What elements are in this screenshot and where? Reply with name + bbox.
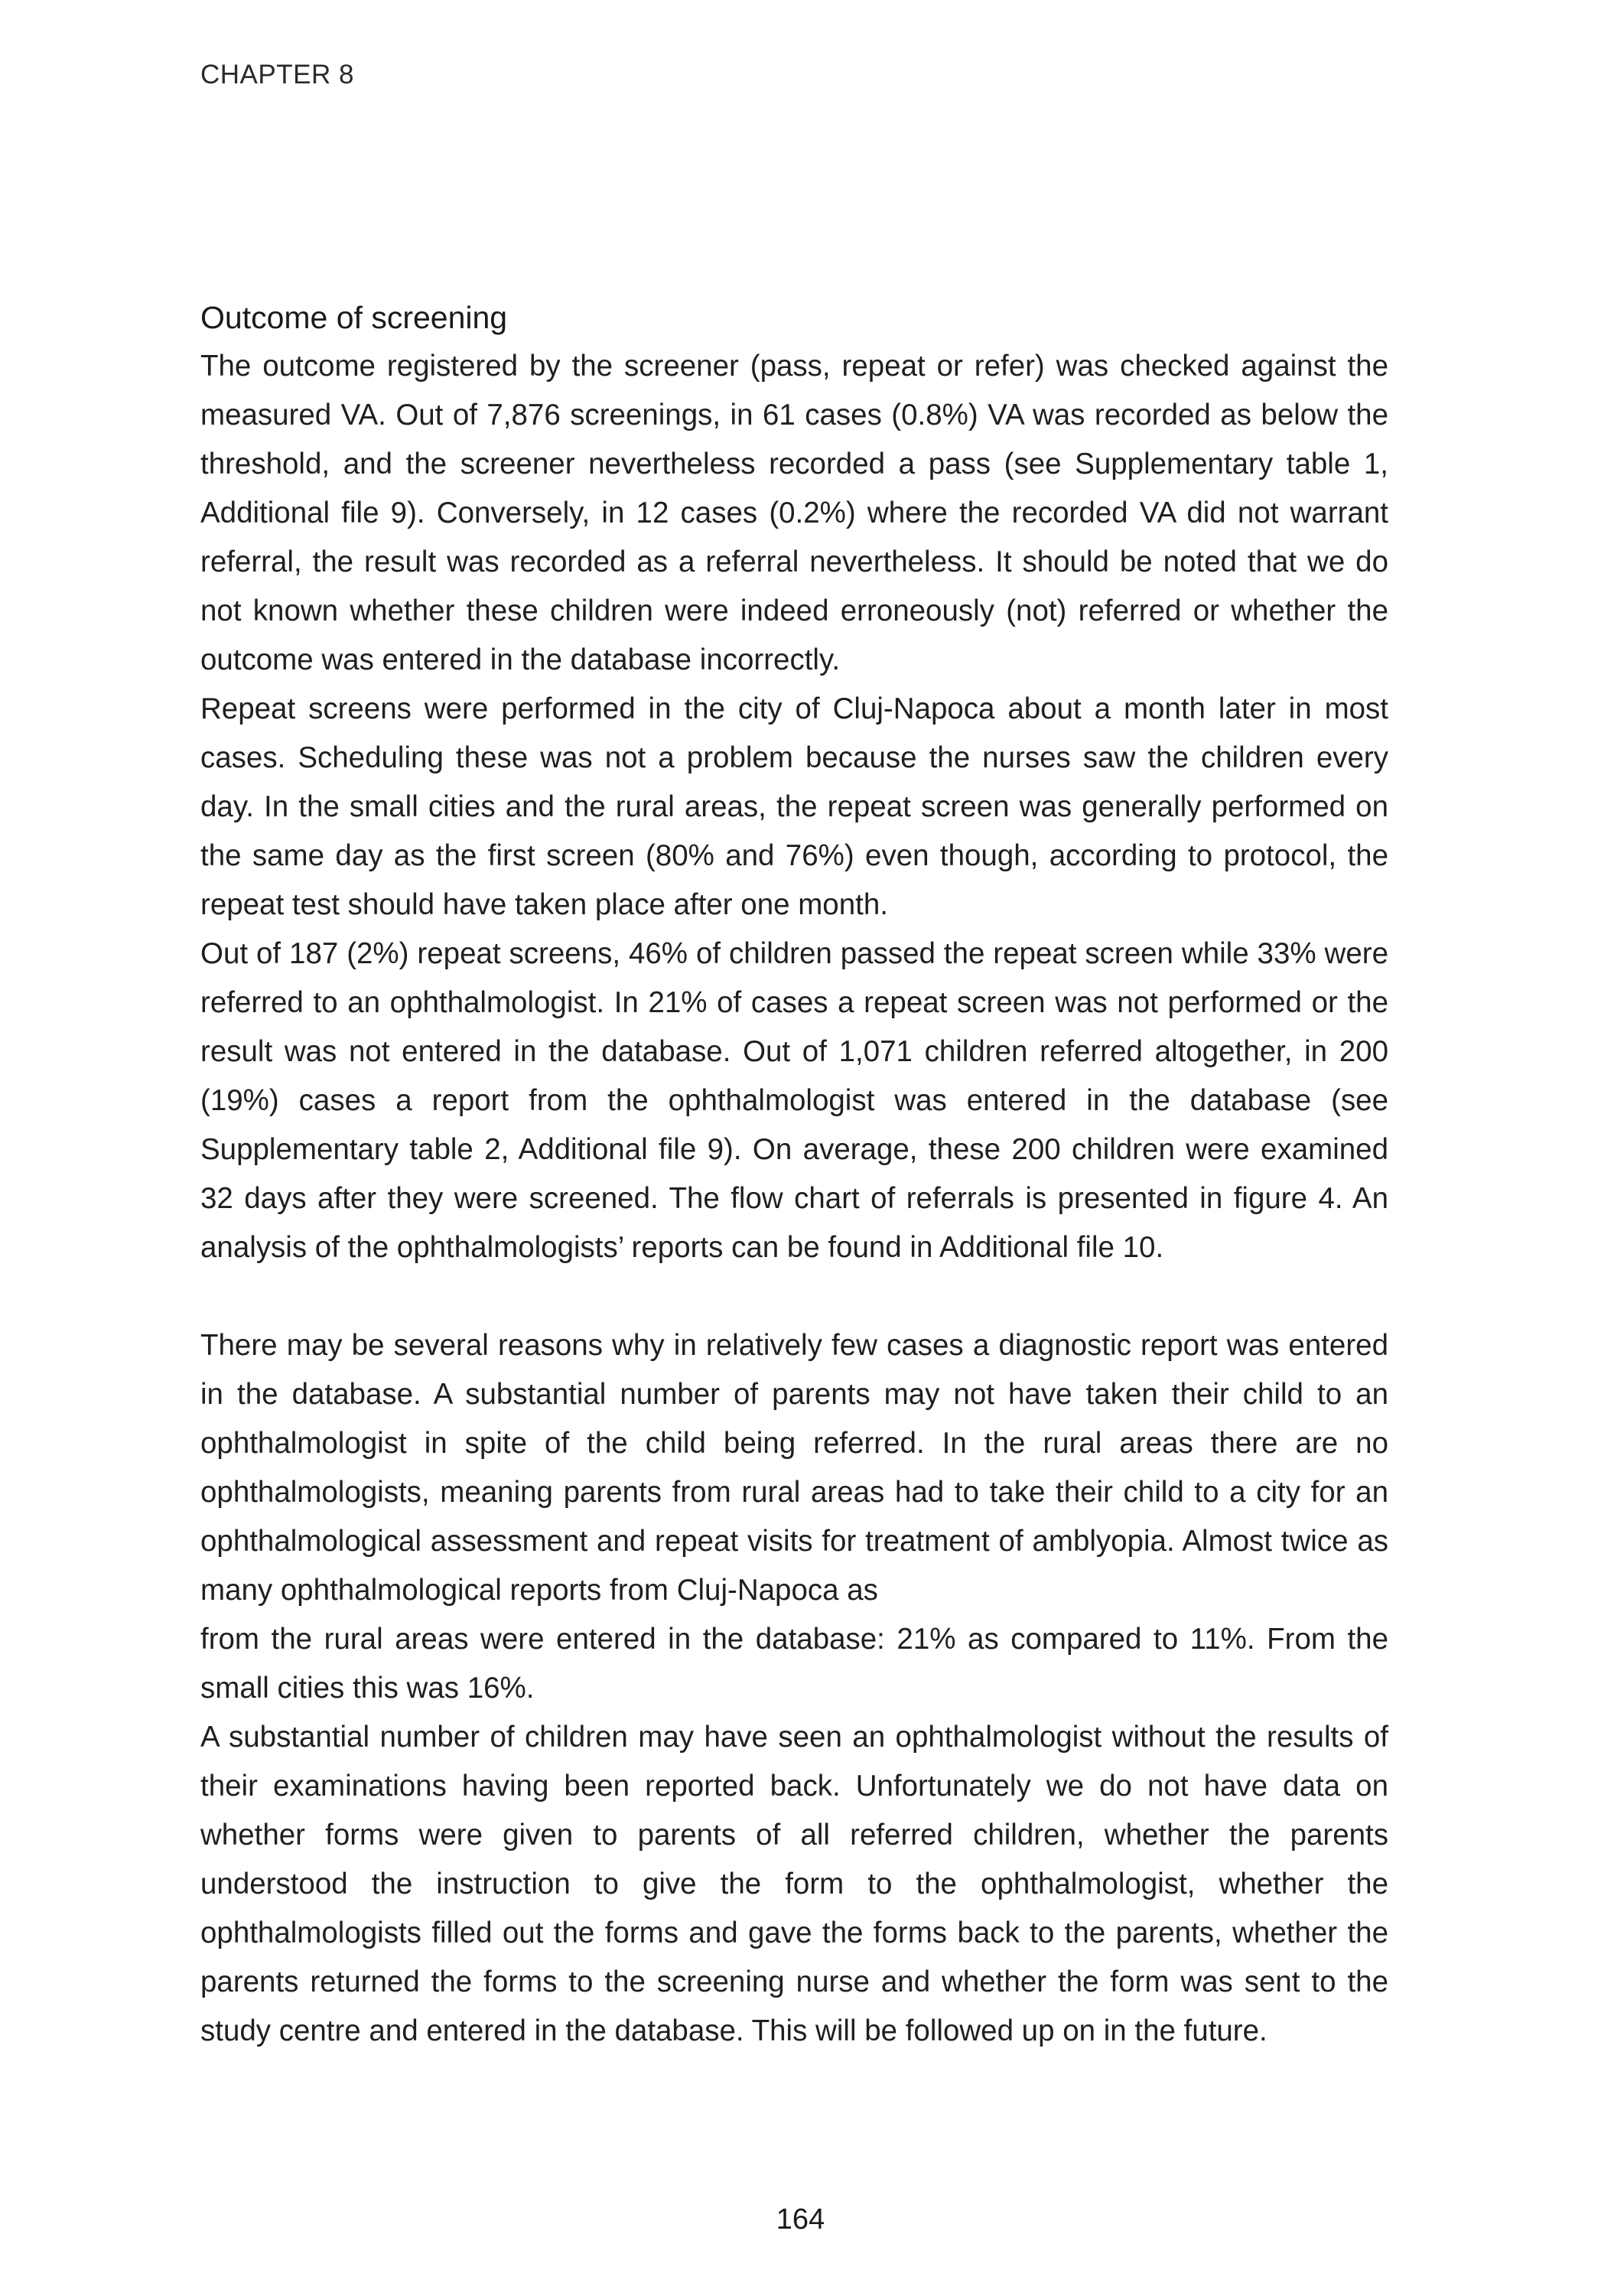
page-number: 164 [776,2203,825,2236]
paragraph-screener-outcome: The outcome registered by the screener (pass, repeat or refer) was checked against the measured VA. Out of 7,876 screenings, in 61 cases (0.8%) VA was recorded as below the threshold, and the screener nevertheless recorded a pass (see Supplementary table 1, Additional file 9). Conversely, in 12 cases (0.2%) where the recorded VA did not warrant referral, the result was recorded as a referral nevertheless. It should be noted that we do not known whether these children were indeed erroneously (not) referred or whether the outcome was entered in the database incorrectly. [200,350,1388,676]
paragraph-referrals: Out of 187 (2%) repeat screens, 46% of children passed the repeat screen while 33% were referred to an ophthalmologist. In 21% of cases a repeat screen was not performed or the result was not entered in the database. Out of 1,071 children referred altogether, in 200 (19%) cases a report from the ophthalmologist was entered in the database (see Supplementary table 2, Additional file 9). On average, these 200 children were examined 32 days after they were screened. The flow chart of referrals is presented in figure 4. An analysis of the ophthalmologists’ reports can be found in Additional file 10. [200,937,1388,1264]
section-title: Outcome of screening [200,300,508,335]
paragraph-unreported-results: A substantial number of children may have seen an ophthalmologist without the results of their examinations having been reported back. Unfortunately we do not have data on whether forms were given to parents of all referred children, whether the parents understood the instruction to give the form to the ophthalmologist, whether the ophthalmologists filled out the forms and gave the forms back to the parents, whether the parents returned the forms to the screening nurse and whether the form was sent to the study centre and entered in the database. This will be followed up on in the future. [200,1721,1388,2047]
page-content [200,298,1388,2056]
paragraph-reasons: There may be several reasons why in relatively few cases a diagnostic report was entered in the database. A substantial number of parents may not have taken their child to an ophthalmologist in spite of the child being referred. In the rural areas there are no ophthalmologists, meaning parents from rural areas had to take their child to a city for an ophthalmological assessment and repeat visits for treatment of amblyopia. Almost twice as many ophthalmological reports from Cluj-Napoca as [200,1329,1388,1607]
running-head: CHAPTER 8 [200,60,354,90]
paragraph-rural-comparison: from the rural areas were entered in the database: 21% as compared to 11%. From the small cities this was 16%. [200,1623,1388,1705]
paragraph-repeat-screens: Repeat screens were performed in the city of Cluj-Napoca about a month later in most cases. Scheduling these was not a problem because the nurses saw the children every day. In the small cities and the rural areas, the repeat screen was generally performed on the same day as the first screen (80% and 76%) even though, according to protocol, the repeat test should have taken place after one month. [200,692,1388,921]
